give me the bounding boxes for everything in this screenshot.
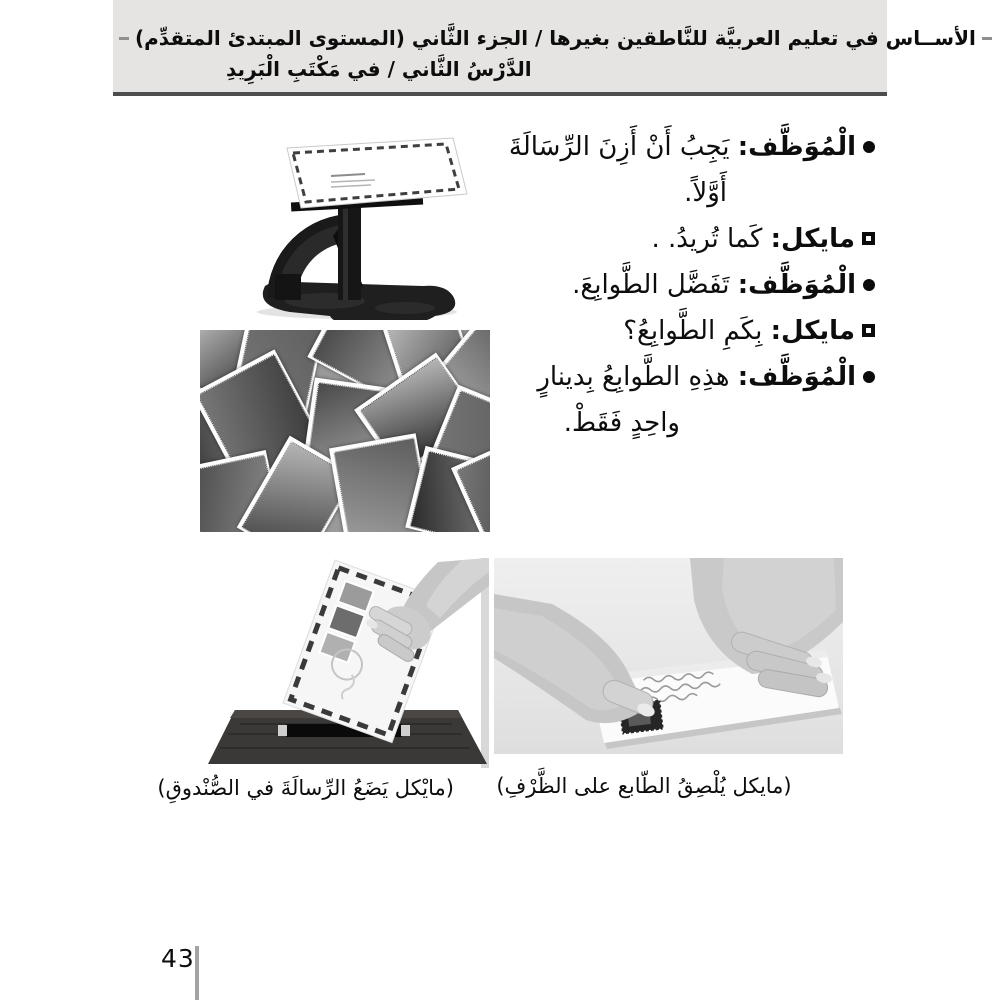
circle-bullet-icon <box>863 371 875 383</box>
speech-text: كَما تُريدُ. . <box>651 224 771 254</box>
speaker-name: مايكل: <box>770 316 855 346</box>
dialogue-line <box>495 262 875 308</box>
stamping-photo <box>494 558 843 754</box>
mailbox-illustration <box>200 558 489 768</box>
postal-scale-illustration <box>235 136 480 320</box>
dialogue-line <box>495 308 875 354</box>
header-divider <box>113 92 887 96</box>
stamping-illustration <box>494 558 843 754</box>
dialogue-continuation-line: أَوَّلاً. <box>684 178 727 208</box>
circle-bullet-icon <box>863 141 875 153</box>
square-bullet-icon <box>862 324 875 337</box>
speech-text: هذِهِ الطَّوابِعُ بِدينارٍ <box>537 362 738 392</box>
dialogue-line <box>495 124 875 170</box>
speaker-name: مايكل: <box>770 224 855 254</box>
title-rule-right <box>119 37 129 40</box>
speaker-name: الْمُوَظَّف: <box>737 132 856 162</box>
speech-text: تَفَضَّل الطَّوابِعَ. <box>572 270 738 300</box>
mailbox-photo <box>200 558 489 768</box>
speaker-name: الْمُوَظَّف: <box>737 270 856 300</box>
page-number: 43 <box>161 944 195 973</box>
lesson-title: الدَّرْسُ الثَّاني / في مَكْتَبِ الْبَرِيدِ <box>226 57 532 81</box>
speech-text: بِكَمِ الطَّوابِعُ؟ <box>623 316 771 346</box>
dialogue-continuation-line: واحِدٍ فَقَطْ. <box>563 408 680 438</box>
postal-scale-photo <box>235 136 480 320</box>
speaker-name: الْمُوَظَّف: <box>737 362 856 392</box>
title-rule-left <box>982 37 992 40</box>
dialogue-line <box>495 354 875 400</box>
speech-text: يَجِبُ أَنْ أَزِنَ الرِّسَالَةَ <box>508 132 738 162</box>
stamping-caption: (مايكل يُلْصِقُ الطّابع على الظَّرْفِ) <box>496 774 792 798</box>
header-band <box>113 0 976 96</box>
dialogue-line <box>495 216 875 262</box>
book-title-row <box>119 26 976 50</box>
dialogue <box>495 124 875 446</box>
stamps-photo <box>200 330 490 532</box>
book-title: الأســاس في تعليم العربيَّة للنَّاطقين بغيرها / الجزء الثَّاني (المستوى المبتدئ المتقدِّم) <box>135 26 976 50</box>
mailbox-caption: (مايْكل يَضَعُ الرِّسالَةَ في الصُّنْدوقِ) <box>157 776 454 800</box>
circle-bullet-icon <box>863 279 875 291</box>
footer-bar <box>195 946 199 1000</box>
square-bullet-icon <box>862 232 875 245</box>
